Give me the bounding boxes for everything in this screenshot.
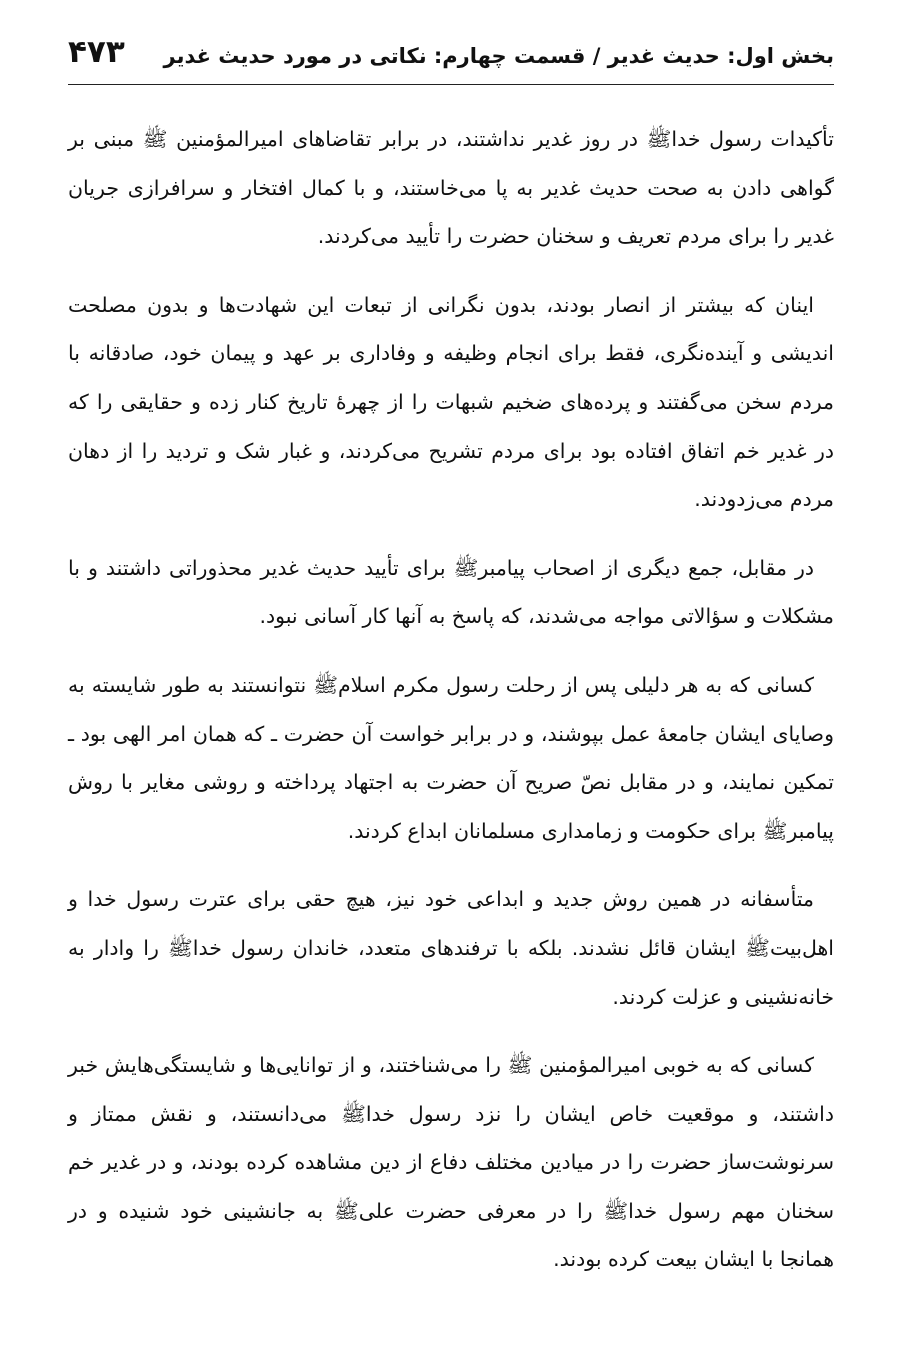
paragraph: کسانی که به خوبی امیرالمؤمنین ﷺ را می‌شناختند، و از توانایی‌ها و شایستگی‌هایش خبر داشتند، و موقعیت خاص ایشان را نزد رسول خداﷺ می‌دانستند، و نقش ممتاز و سرنوشت‌ساز حضرت را در میادین مختلف دفاع از دین مشاهده کرده بودند، و در غدیر خم سخنان مهم رسول خداﷺ را در معرفی حضرت علیﷺ به جانشینی خود شنیده و در همانجا با ایشان بیعت کرده بودند.	[68, 1053, 834, 1272]
paragraph: اینان که بیشتر از انصار بودند، بدون نگرانی از تبعات این شهادت‌ها و بدون مصلحت اندیشی و آینده‌نگری، فقط برای انجام وظیفه و وفاداری بر عهد و پیمان خود، صادقانه با مردم سخن می‌گفتند و پرده‌های ضخیم شبهات را از چهرهٔ تاریخ کنار زده و حقایقی را که در غدیر خم اتفاق افتاده بود برای مردم تشریح می‌کردند، و غبار شک و تردید را از دهان مردم می‌زدودند.	[68, 292, 834, 512]
paragraph: تأکیدات رسول خداﷺ در روز غدیر نداشتند، در برابر تقاضاهای امیرالمؤمنین ﷺ مبنی بر گواهی دادن به صحت حدیث غدیر به پا می‌خاستند، و با کمال افتخار و سرافرازی جریان غدیر را برای مردم تعریف و سخنان حضرت را تأیید می‌کردند.	[68, 127, 834, 249]
running-head: بخش اول: حدیث غدیر / قسمت چهارم: نکاتی در مورد حدیث غدیر	[163, 44, 834, 68]
page-number: ۴۷۳	[68, 34, 125, 70]
paragraph: کسانی که به هر دلیلی پس از رحلت رسول مکرم اسلامﷺ نتوانستند به طور شایسته به وصایای ایشان جامعهٔ عمل بپوشند، و در برابر خواست آن حضرت ـ که همان امر الهی بود ـ تمکین نمایند، و در مقابل نصّ صریح آن حضرت به اجتهاد پرداخته و روشی مغایر با روش پیامبرﷺ برای حکومت و زمامداری مسلمانان ابداع کردند.	[68, 672, 834, 843]
body-text	[68, 115, 834, 1284]
page-header	[68, 30, 834, 85]
paragraph: در مقابل، جمع دیگری از اصحاب پیامبرﷺ برای تأیید حدیث غدیر محذوراتی داشتند و با مشکلات و سؤالاتی مواجه می‌شدند، که پاسخ به آنها کار آسانی نبود.	[68, 555, 834, 629]
book-page	[68, 30, 834, 1340]
paragraph: متأسفانه در همین روش جدید و ابداعی خود نیز، هیچ حقی برای عترت رسول خدا و اهل‌بیتﷺ ایشان قائل نشدند. بلکه با ترفندهای متعدد، خاندان رسول خداﷺ را وادار به خانه‌نشینی و عزلت کردند.	[68, 887, 834, 1009]
